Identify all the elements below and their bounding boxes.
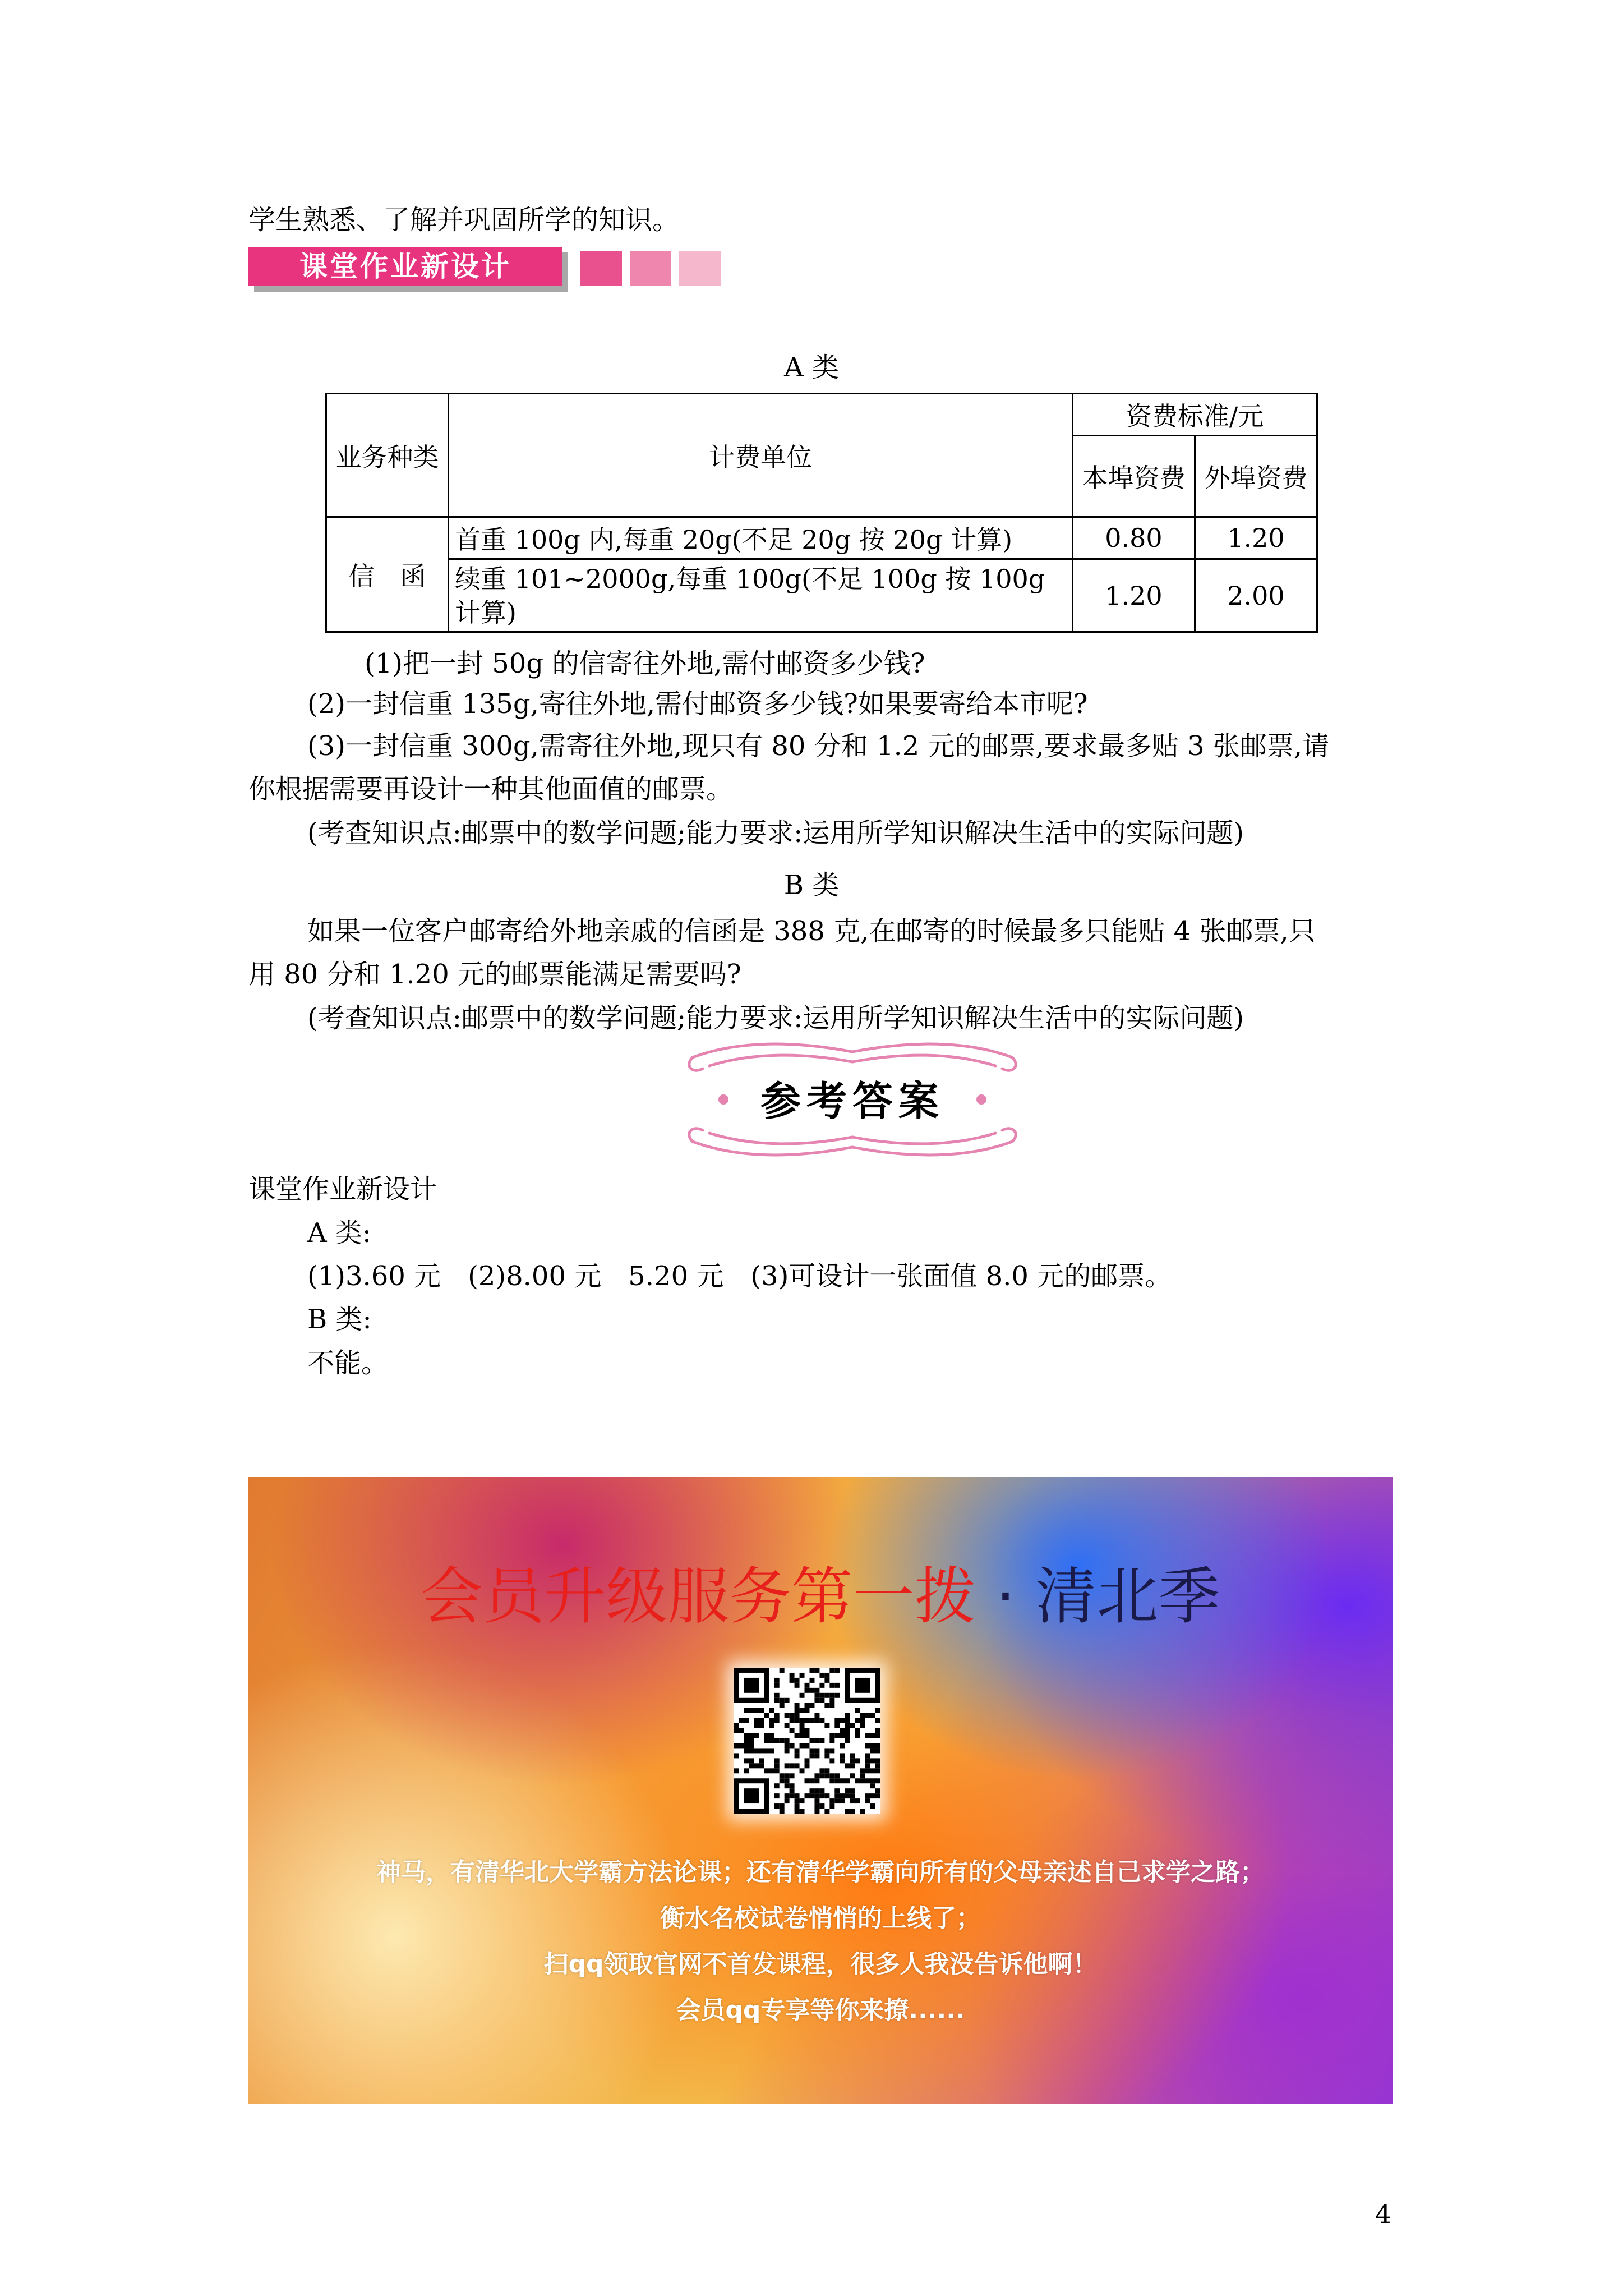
promo-title — [248, 1547, 1393, 1636]
answer-badge-label: 参考答案 — [760, 1077, 944, 1125]
table-cell-unit: 首重 100g 内,每重 20g(不足 20g 按 20g 计算) — [449, 517, 1073, 559]
table-cell-outside: 2.00 — [1195, 559, 1317, 632]
table-header-outside: 外埠资费 — [1195, 436, 1317, 517]
answers-a-label: A 类: — [307, 1217, 372, 1249]
table-cell-unit-line2: 计算) — [455, 597, 517, 628]
question-a-note: (考查知识点:邮票中的数学问题;能力要求:运用所学知识解决生活中的实际问题) — [307, 817, 1244, 849]
question-b-note: (考查知识点:邮票中的数学问题;能力要求:运用所学知识解决生活中的实际问题) — [307, 1002, 1244, 1034]
answers-b-label: B 类: — [307, 1304, 372, 1335]
banner-square-3 — [679, 251, 721, 286]
promo-banner[interactable] — [248, 1477, 1393, 2104]
table-header-unit: 计费单位 — [449, 394, 1073, 517]
section-banner — [248, 247, 736, 292]
qr-code-icon[interactable] — [734, 1668, 880, 1814]
question-b-line2: 用 80 分和 1.20 元的邮票能满足需要吗? — [248, 959, 741, 990]
postage-fee-table — [325, 393, 1318, 633]
question-b-line1: 如果一位客户邮寄给外地亲戚的信函是 388 克,在邮寄的时候最多只能贴 4 张邮票,只 — [307, 915, 1316, 947]
answers-a-text: (1)3.60 元 (2)8.00 元 5.20 元 (3)可设计一张面值 8.0 元的邮票。 — [307, 1260, 1172, 1292]
page-number: 4 — [1375, 2199, 1392, 2229]
table-cell-local: 0.80 — [1073, 517, 1195, 559]
table-header-local: 本埠资费 — [1073, 436, 1195, 517]
banner-square-1 — [580, 251, 622, 286]
banner-square-2 — [630, 251, 671, 286]
table-cell-unit-line1: 续重 101~2000g,每重 100g(不足 100g 按 100g — [455, 563, 1045, 594]
intro-line: 学生熟悉、了解并巩固所学的知识。 — [248, 204, 680, 236]
question-a2: (2)一封信重 135g,寄往外地,需付邮资多少钱?如果要寄给本市呢? — [307, 688, 1088, 720]
table-cell-outside: 1.20 — [1195, 517, 1317, 559]
promo-title-red: 会员升级服务第一拨 — [421, 1561, 976, 1632]
class-a-heading: A 类 — [784, 352, 839, 383]
question-a1: (1)把一封 50g 的信寄往外地,需付邮资多少钱? — [365, 648, 925, 679]
table-header-type: 业务种类 — [326, 394, 449, 517]
answer-badge — [670, 1035, 1035, 1164]
promo-line-4: 会员qq专享等你来撩...... — [676, 1996, 965, 2024]
answers-b-text: 不能。 — [307, 1347, 389, 1379]
class-b-heading: B 类 — [783, 869, 840, 901]
promo-line-2: 衡水名校试卷悄悄的上线了； — [660, 1904, 981, 1932]
table-cell-unit — [449, 559, 1073, 632]
question-a3-line2: 你根据需要再设计一种其他面值的邮票。 — [248, 774, 734, 805]
table-header-rate: 资费标准/元 — [1073, 394, 1317, 436]
promo-line-3: 扫qq领取官网不首发课程，很多人我没告诉他啊！ — [543, 1950, 1098, 1978]
table-cell-local: 1.20 — [1073, 559, 1195, 632]
question-a3-line1: (3)一封信重 300g,需寄往外地,现只有 80 分和 1.2 元的邮票,要求最多贴 3 张邮票,请 — [307, 730, 1330, 762]
answers-heading: 课堂作业新设计 — [248, 1174, 437, 1205]
table-row — [326, 517, 1317, 559]
section-banner-label: 课堂作业新设计 — [248, 247, 562, 286]
promo-line-1: 神马，有清华北大学霸方法论课；还有清华学霸向所有的父母亲述自己求学之路； — [376, 1858, 1265, 1887]
table-row — [326, 559, 1317, 632]
promo-title-dark: 清北季 — [1035, 1561, 1220, 1632]
table-cell-type: 信 函 — [326, 517, 449, 632]
promo-title-sep: · — [976, 1561, 1035, 1632]
qr-code-pattern — [734, 1668, 880, 1814]
